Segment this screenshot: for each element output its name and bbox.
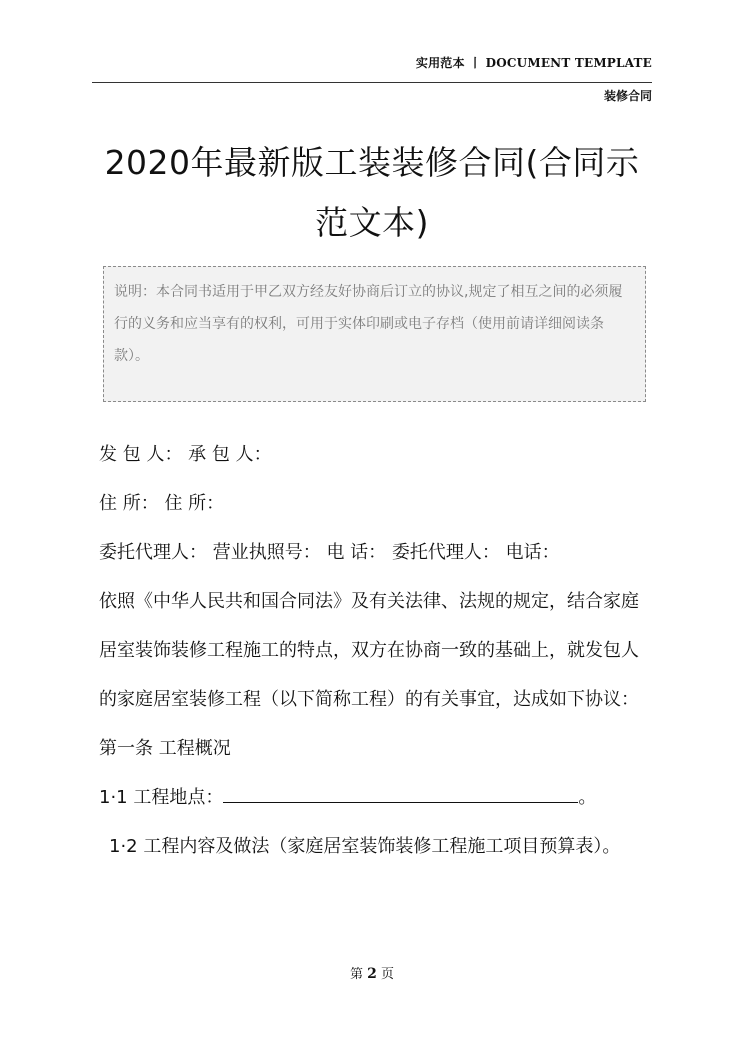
page-suffix: 页 xyxy=(381,967,395,982)
item-1-1-end: 。 xyxy=(578,787,597,808)
agent-line: 委托代理人： 营业执照号： 电 话： 委托代理人： 电话： xyxy=(99,542,560,563)
contract-body xyxy=(99,430,654,871)
article-1-heading: 第一条 工程概况 xyxy=(99,738,231,759)
document-template-label: 实用范本 丨 DOCUMENT TEMPLATE xyxy=(415,56,652,70)
header-divider xyxy=(92,82,652,83)
note-box xyxy=(103,266,646,402)
item-1-2: 1·2 工程内容及做法（家庭居室装饰装修工程施工项目预算表）。 xyxy=(109,836,621,857)
page-footer xyxy=(0,963,744,982)
item-1-1-label: 1·1 工程地点： xyxy=(99,787,224,808)
page-number: 2 xyxy=(367,966,377,982)
category-label: 装修合同 xyxy=(603,89,652,103)
note-text: 说明：本合同书适用于甲乙双方经友好协商后订立的协议,规定了相互之间的必须履行的义务和应当享有的权利，可用于实体印刷或电子存档（使用前请详细阅读条款）。 xyxy=(114,284,623,364)
site-address-blank[interactable] xyxy=(223,788,578,803)
item-1-1 xyxy=(99,773,654,822)
document-title: 2020年最新版工装装修合同(合同示范文本) xyxy=(104,143,640,242)
page-prefix: 第 xyxy=(349,967,363,982)
party-line: 发 包 人： 承 包 人： xyxy=(99,444,272,465)
address-line: 住 所： 住 所： xyxy=(99,493,225,514)
intro-paragraph: 依照《中华人民共和国合同法》及有关法律、法规的规定，结合家庭居室装饰装修工程施工的特点，双方在协商一致的基础上，就发包人的家庭居室装修工程（以下简称工程）的有关事宜，达成如下协议： xyxy=(99,591,639,710)
